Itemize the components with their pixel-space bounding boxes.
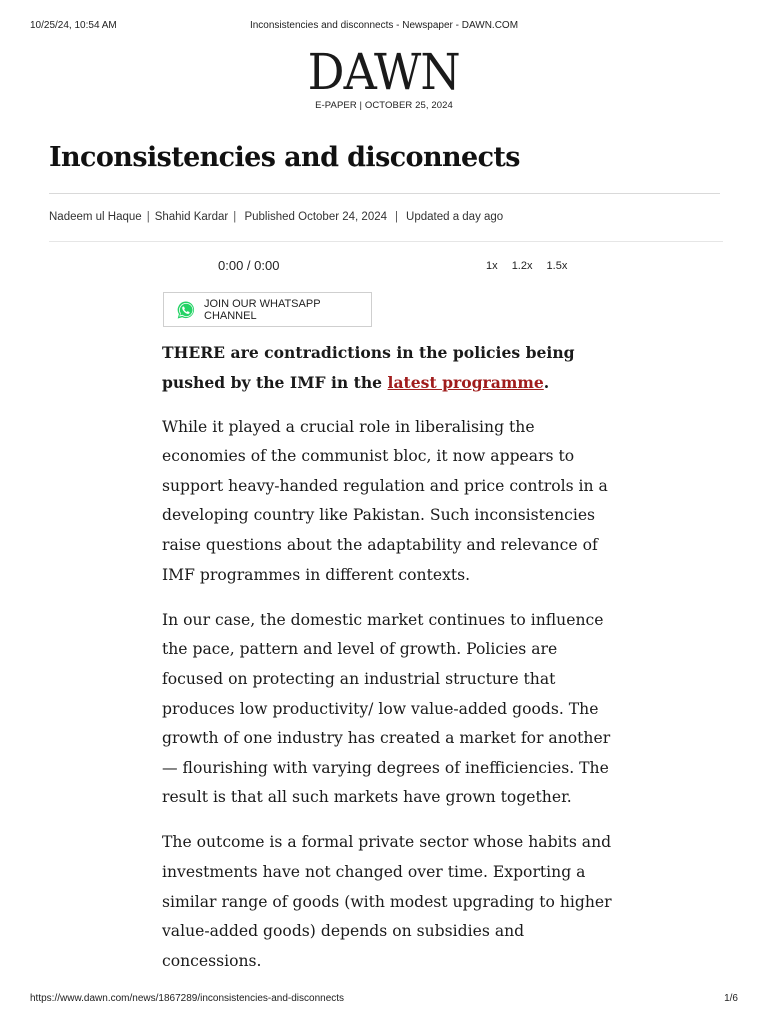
author-link[interactable]: Nadeem ul Haque	[49, 211, 142, 223]
whatsapp-label: JOIN OUR WHATSAPP CHANNEL	[204, 297, 321, 322]
byline-divider	[49, 241, 723, 242]
print-header	[0, 20, 768, 34]
article-body	[162, 338, 612, 992]
dawn-logo[interactable]: DAWN	[307, 43, 461, 101]
audio-player[interactable]	[0, 258, 768, 278]
latest-programme-link[interactable]: latest programme	[387, 372, 544, 392]
byline-separator: |	[233, 211, 237, 223]
updated-date: Updated a day ago	[406, 211, 504, 223]
edition-date: E-PAPER | OCTOBER 25, 2024	[315, 100, 453, 111]
byline-separator: |	[395, 211, 399, 223]
published-date: Published October 24, 2024	[244, 211, 388, 223]
whatsapp-icon	[176, 300, 196, 320]
article-paragraph: In our case, the domestic market continues to influence the pace, pattern and level of growth. Policies are focused on protecting an industrial structure that produces low productivity/ low value-added goods. The growth of one industry has created a market for another — flourishing with varying degrees of inefficiencies. The result is that all such markets have grown together.	[162, 610, 611, 807]
author-link[interactable]: Shahid Kardar	[154, 211, 229, 223]
print-page-title: Inconsistencies and disconnects - Newspaper - DAWN.COM	[249, 20, 519, 31]
headline-divider	[49, 193, 720, 194]
print-footer	[0, 993, 768, 1007]
print-page-number: 1/6	[724, 993, 738, 1004]
playback-speed-options	[486, 260, 578, 272]
print-datetime: 10/25/24, 10:54 AM	[30, 20, 117, 31]
lede-end: .	[543, 372, 550, 392]
article-headline: Inconsistencies and disconnects	[49, 142, 520, 173]
masthead	[0, 43, 768, 111]
whatsapp-channel-button[interactable]	[163, 292, 372, 327]
byline	[49, 211, 503, 223]
speed-1-2x-button[interactable]: 1.2x	[511, 260, 533, 272]
print-url: https://www.dawn.com/news/1867289/inconsistencies-and-disconnects	[30, 993, 345, 1004]
article-lede	[162, 338, 612, 397]
article-paragraph: While it played a crucial role in liberalising the economies of the communist bloc, it now appears to support heavy-handed regulation and price controls in a developing country like Pakistan. Such inconsistencies raise questions about the adaptability and relevance of IMF programmes in different contexts.	[162, 417, 608, 584]
byline-separator: |	[146, 211, 150, 223]
lede-text: THERE are contradictions in the policies being pushed by the IMF in the	[162, 343, 575, 392]
article-paragraph: The outcome is a formal private sector whose habits and investments have not changed over time. Exporting a similar range of goods (with modest upgrading to higher value-added goods) depends on subsidies and concessions.	[162, 833, 612, 970]
speed-1-5x-button[interactable]: 1.5x	[546, 260, 568, 272]
audio-time: 0:00 / 0:00	[218, 258, 280, 273]
speed-1x-button[interactable]: 1x	[486, 260, 498, 272]
